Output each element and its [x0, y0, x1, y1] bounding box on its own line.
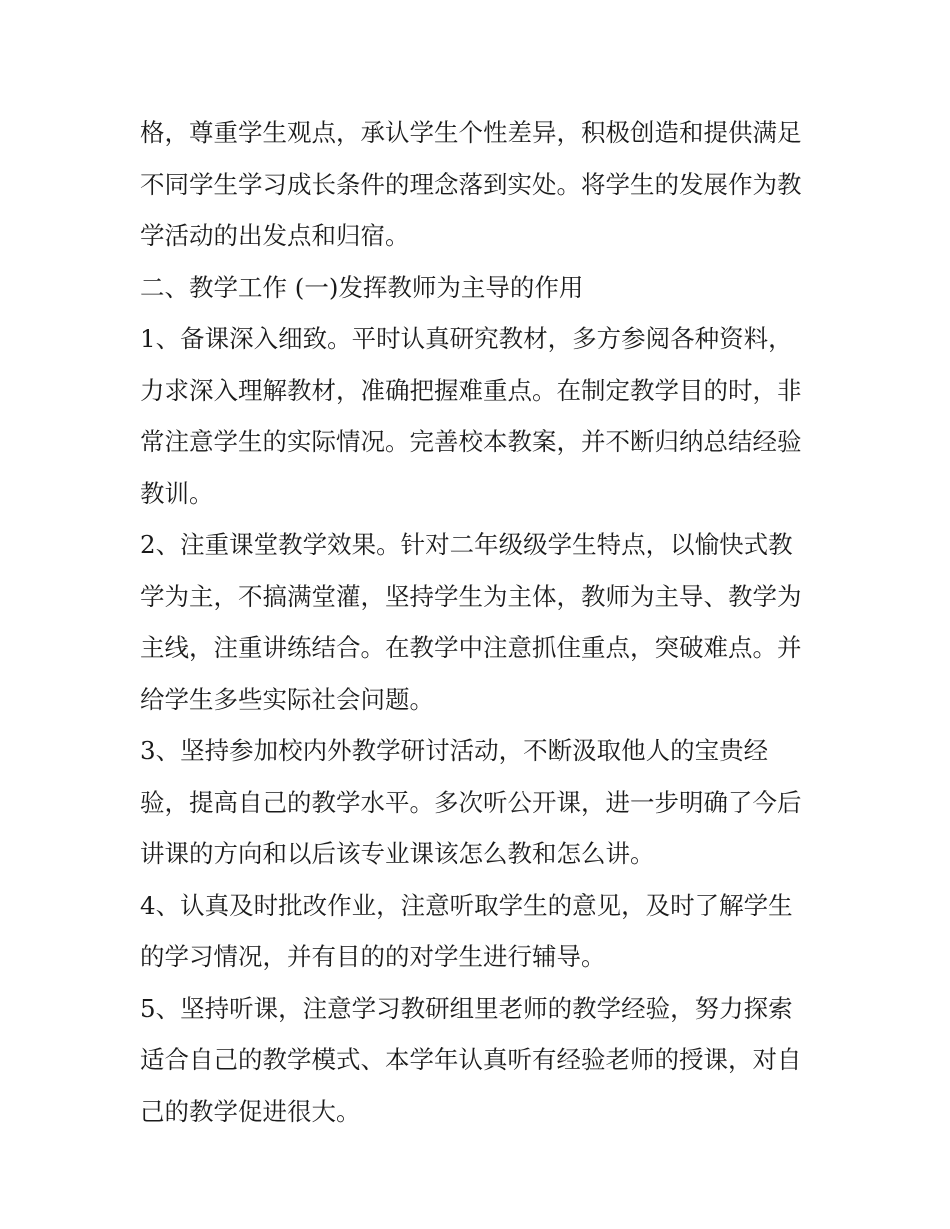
- text-line: 教训。: [140, 478, 214, 508]
- text-line: 力求深入理解教材，准确把握难重点。在制定教学目的时，非: [140, 375, 802, 405]
- text-line: 常注意学生的实际情况。完善校本教案，并不断归纳总结经验: [140, 427, 802, 456]
- text-line: 不同学生学习成长条件的理念落到实处。将学生的发展作为教: [140, 169, 802, 199]
- document-body: [140, 107, 840, 1137]
- text-line: 给学生多些实际社会问题。: [140, 684, 434, 714]
- text-line: 5、坚持听课，注意学习教研组里老师的教学经验，努力探索: [140, 993, 793, 1023]
- text-line: 验，提高自己的教学水平。多次听公开课，进一步明确了今后: [140, 787, 802, 817]
- text-line: 学活动的出发点和归宿。: [140, 221, 410, 250]
- text-line: 主线，注重讲练结合。在教学中注意抓住重点，突破难点。并: [140, 633, 802, 662]
- text-line: 3、坚持参加校内外教学研讨活动，不断汲取他人的宝贵经: [140, 736, 769, 765]
- text-line: 适合自己的教学模式、本学年认真听有经验老师的授课，对自: [140, 1045, 802, 1074]
- section-heading: 二、教学工作 (一)发挥教师为主导的作用: [140, 272, 584, 302]
- text-line: 讲课的方向和以后该专业课该怎么教和怎么讲。: [140, 839, 655, 868]
- text-line: 的学习情况，并有目的的对学生进行辅导。: [140, 942, 606, 971]
- text-line: 2、注重课堂教学效果。针对二年级级学生特点，以愉快式教: [140, 530, 793, 559]
- text-line: 己的教学促进很大。: [140, 1096, 361, 1126]
- text-line: 学为主，不搞满堂灌，坚持学生为主体，教师为主导、教学为: [140, 581, 802, 611]
- text-line: 格，尊重学生观点，承认学生个性差异，积极创造和提供满足: [140, 118, 802, 147]
- text-line: 4、认真及时批改作业，注意听取学生的意见，及时了解学生: [140, 890, 793, 920]
- text-line: 1、备课深入细致。平时认真研究教材，多方参阅各种资料，: [140, 324, 793, 353]
